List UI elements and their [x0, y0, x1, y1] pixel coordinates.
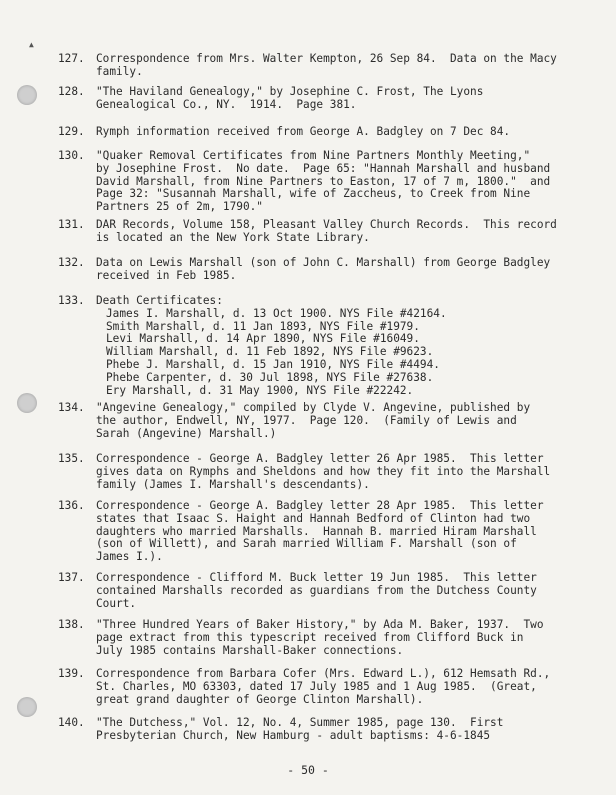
bibliography-entry — [58, 295, 606, 397]
entry-text: "Angevine Genealogy," compiled by Clyde V. Angevine, published by — [96, 401, 531, 414]
entry-text: Court. — [96, 596, 137, 610]
entry-text: "The Haviland Genealogy," by Josephine C. Frost, The Lyons — [96, 85, 484, 98]
entry-text: daughters who married Marshalls. Hannah B. married Hiram Marshall — [96, 524, 537, 538]
death-certificate-line: William Marshall, d. 11 Feb 1892, NYS File #9623. — [106, 345, 434, 359]
bibliography-entry — [58, 219, 606, 245]
bibliography-entry — [58, 53, 606, 79]
entry-text: Death Certificates: — [96, 294, 223, 307]
entry-line — [58, 66, 606, 79]
entry-line — [58, 201, 606, 214]
entry-number: 136. — [58, 499, 85, 512]
entry-text: Correspondence - George A. Badgley letter 28 Apr 1985. This letter — [96, 499, 544, 512]
entry-line — [58, 126, 606, 139]
entry-line — [58, 551, 606, 564]
entry-text: Sarah (Angevine) Marshall.) — [96, 426, 277, 440]
entry-text: St. Charles, MO 63303, dated 17 July 1985 and 1 Aug 1985. (Great, — [96, 679, 537, 693]
page-mark: ▲ — [29, 40, 34, 49]
bibliography-entry — [58, 402, 606, 440]
death-certificate-line: Phebe J. Marshall, d. 15 Jan 1910, NYS File #4494. — [106, 357, 440, 371]
punch-hole — [17, 393, 37, 413]
bibliography-entry — [58, 453, 606, 491]
entry-number: 127. — [58, 52, 85, 65]
entry-line — [58, 730, 606, 743]
entry-text: "Quaker Removal Certificates from Nine Partners Monthly Meeting," — [96, 149, 531, 162]
entry-text: Presbyterian Church, New Hamburg - adult baptisms: 4-6-1845 — [96, 728, 491, 742]
entry-text: by Josephine Frost. No date. Page 65: "Hannah Marshall and husband — [96, 161, 551, 175]
entry-number: 139. — [58, 667, 85, 680]
entry-text: July 1985 contains Marshall-Baker connections. — [96, 643, 404, 657]
entry-number: 138. — [58, 618, 85, 631]
entry-line — [58, 694, 606, 707]
entry-text: James I.). — [96, 550, 163, 564]
entry-number: 133. — [58, 294, 85, 307]
bibliography-entry — [58, 150, 606, 214]
bibliography-entry — [58, 86, 606, 112]
entry-number: 132. — [58, 256, 85, 269]
entry-number: 134. — [58, 401, 85, 414]
entry-line — [58, 99, 606, 112]
entry-text: "Three Hundred Years of Baker History," by Ada M. Baker, 1937. Two — [96, 618, 544, 631]
entry-text: "The Dutchess," Vol. 12, No. 4, Summer 1985, page 130. First — [96, 716, 504, 729]
entry-line — [58, 598, 606, 611]
entry-text: family. — [96, 64, 143, 78]
bibliography-entry — [58, 619, 606, 657]
bibliography-entry — [58, 572, 606, 610]
entry-text: gives data on Rymphs and Sheldons and how they fit into the Marshall — [96, 464, 551, 478]
bibliography-entry — [58, 500, 606, 564]
entry-text: states that Isaac S. Haight and Hannah Bedford of Clinton had two — [96, 511, 531, 525]
entry-text: Rymph information received from George A. Badgley on 7 Dec 84. — [96, 125, 511, 138]
entry-text: Correspondence from Mrs. Walter Kempton, 26 Sep 84. Data on the Macy — [96, 52, 557, 65]
entry-number: 129. — [58, 125, 85, 138]
death-certificate-line: Ery Marshall, d. 31 May 1900, NYS File #22242. — [106, 383, 414, 397]
entry-line — [58, 585, 606, 598]
entry-text: the author, Endwell, NY, 1977. Page 120. (Family of Lewis and — [96, 413, 517, 427]
page-number: - 50 - — [287, 763, 329, 777]
punch-hole — [17, 85, 37, 105]
entry-number: 140. — [58, 716, 85, 729]
bibliography-entry — [58, 257, 606, 283]
entry-text: DAR Records, Volume 158, Pleasant Valley Church Records. This record — [96, 218, 557, 231]
death-certificate-line: Phebe Carpenter, d. 30 Jul 1898, NYS File #27638. — [106, 370, 434, 384]
entry-number: 137. — [58, 571, 85, 584]
bibliography-entry — [58, 717, 606, 743]
punch-hole — [17, 697, 37, 717]
entry-line — [58, 295, 606, 308]
entry-text: Partners 25 of 2m, 1790." — [96, 200, 263, 214]
entry-text: Correspondence - Clifford M. Buck letter 19 Jun 1985. This letter — [96, 571, 537, 584]
entry-text: contained Marshalls recorded as guardians from the Dutchess County — [96, 583, 537, 597]
entry-number: 128. — [58, 85, 85, 98]
entry-line — [58, 270, 606, 283]
entry-text: Correspondence - George A. Badgley letter 26 Apr 1985. This letter — [96, 452, 544, 465]
entry-number: 130. — [58, 149, 85, 162]
entry-text: Genealogical Co., NY. 1914. Page 381. — [96, 97, 357, 111]
entry-text: page extract from this typescript received from Clifford Buck in — [96, 630, 524, 644]
entry-line — [58, 428, 606, 441]
entry-number: 131. — [58, 218, 85, 231]
entry-text: Data on Lewis Marshall (son of John C. Marshall) from George Badgley — [96, 256, 551, 269]
death-certificate-line: Levi Marshall, d. 14 Apr 1890, NYS File #16049. — [106, 332, 420, 346]
entry-line — [58, 479, 606, 492]
bibliography-entry — [58, 668, 606, 706]
entry-text: (son of Willett), and Sarah married William F. Marshall (son of — [96, 537, 517, 551]
entry-line — [58, 645, 606, 658]
entry-text: Page 32: "Susannah Marshall, wife of Zaccheus, to Creek from Nine — [96, 187, 531, 201]
entry-text: received in Feb 1985. — [96, 268, 237, 282]
entry-text: David Marshall, from Nine Partners to Easton, 17 of 7 m, 1800." and — [96, 174, 551, 188]
entry-text: is located an the New York State Library. — [96, 230, 370, 244]
entry-line — [58, 232, 606, 245]
death-certificate-line: Smith Marshall, d. 11 Jan 1893, NYS File #1979. — [106, 319, 420, 333]
death-certificate-line: James I. Marshall, d. 13 Oct 1900. NYS File #42164. — [106, 306, 447, 320]
entry-text: family (James I. Marshall's descendants). — [96, 477, 370, 491]
entry-text: Correspondence from Barbara Cofer (Mrs. Edward L.), 612 Hemsath Rd., — [96, 667, 551, 680]
bibliography-entry — [58, 126, 606, 139]
entry-number: 135. — [58, 452, 85, 465]
entry-text: great grand daughter of George Clinton Marshall). — [96, 692, 424, 706]
